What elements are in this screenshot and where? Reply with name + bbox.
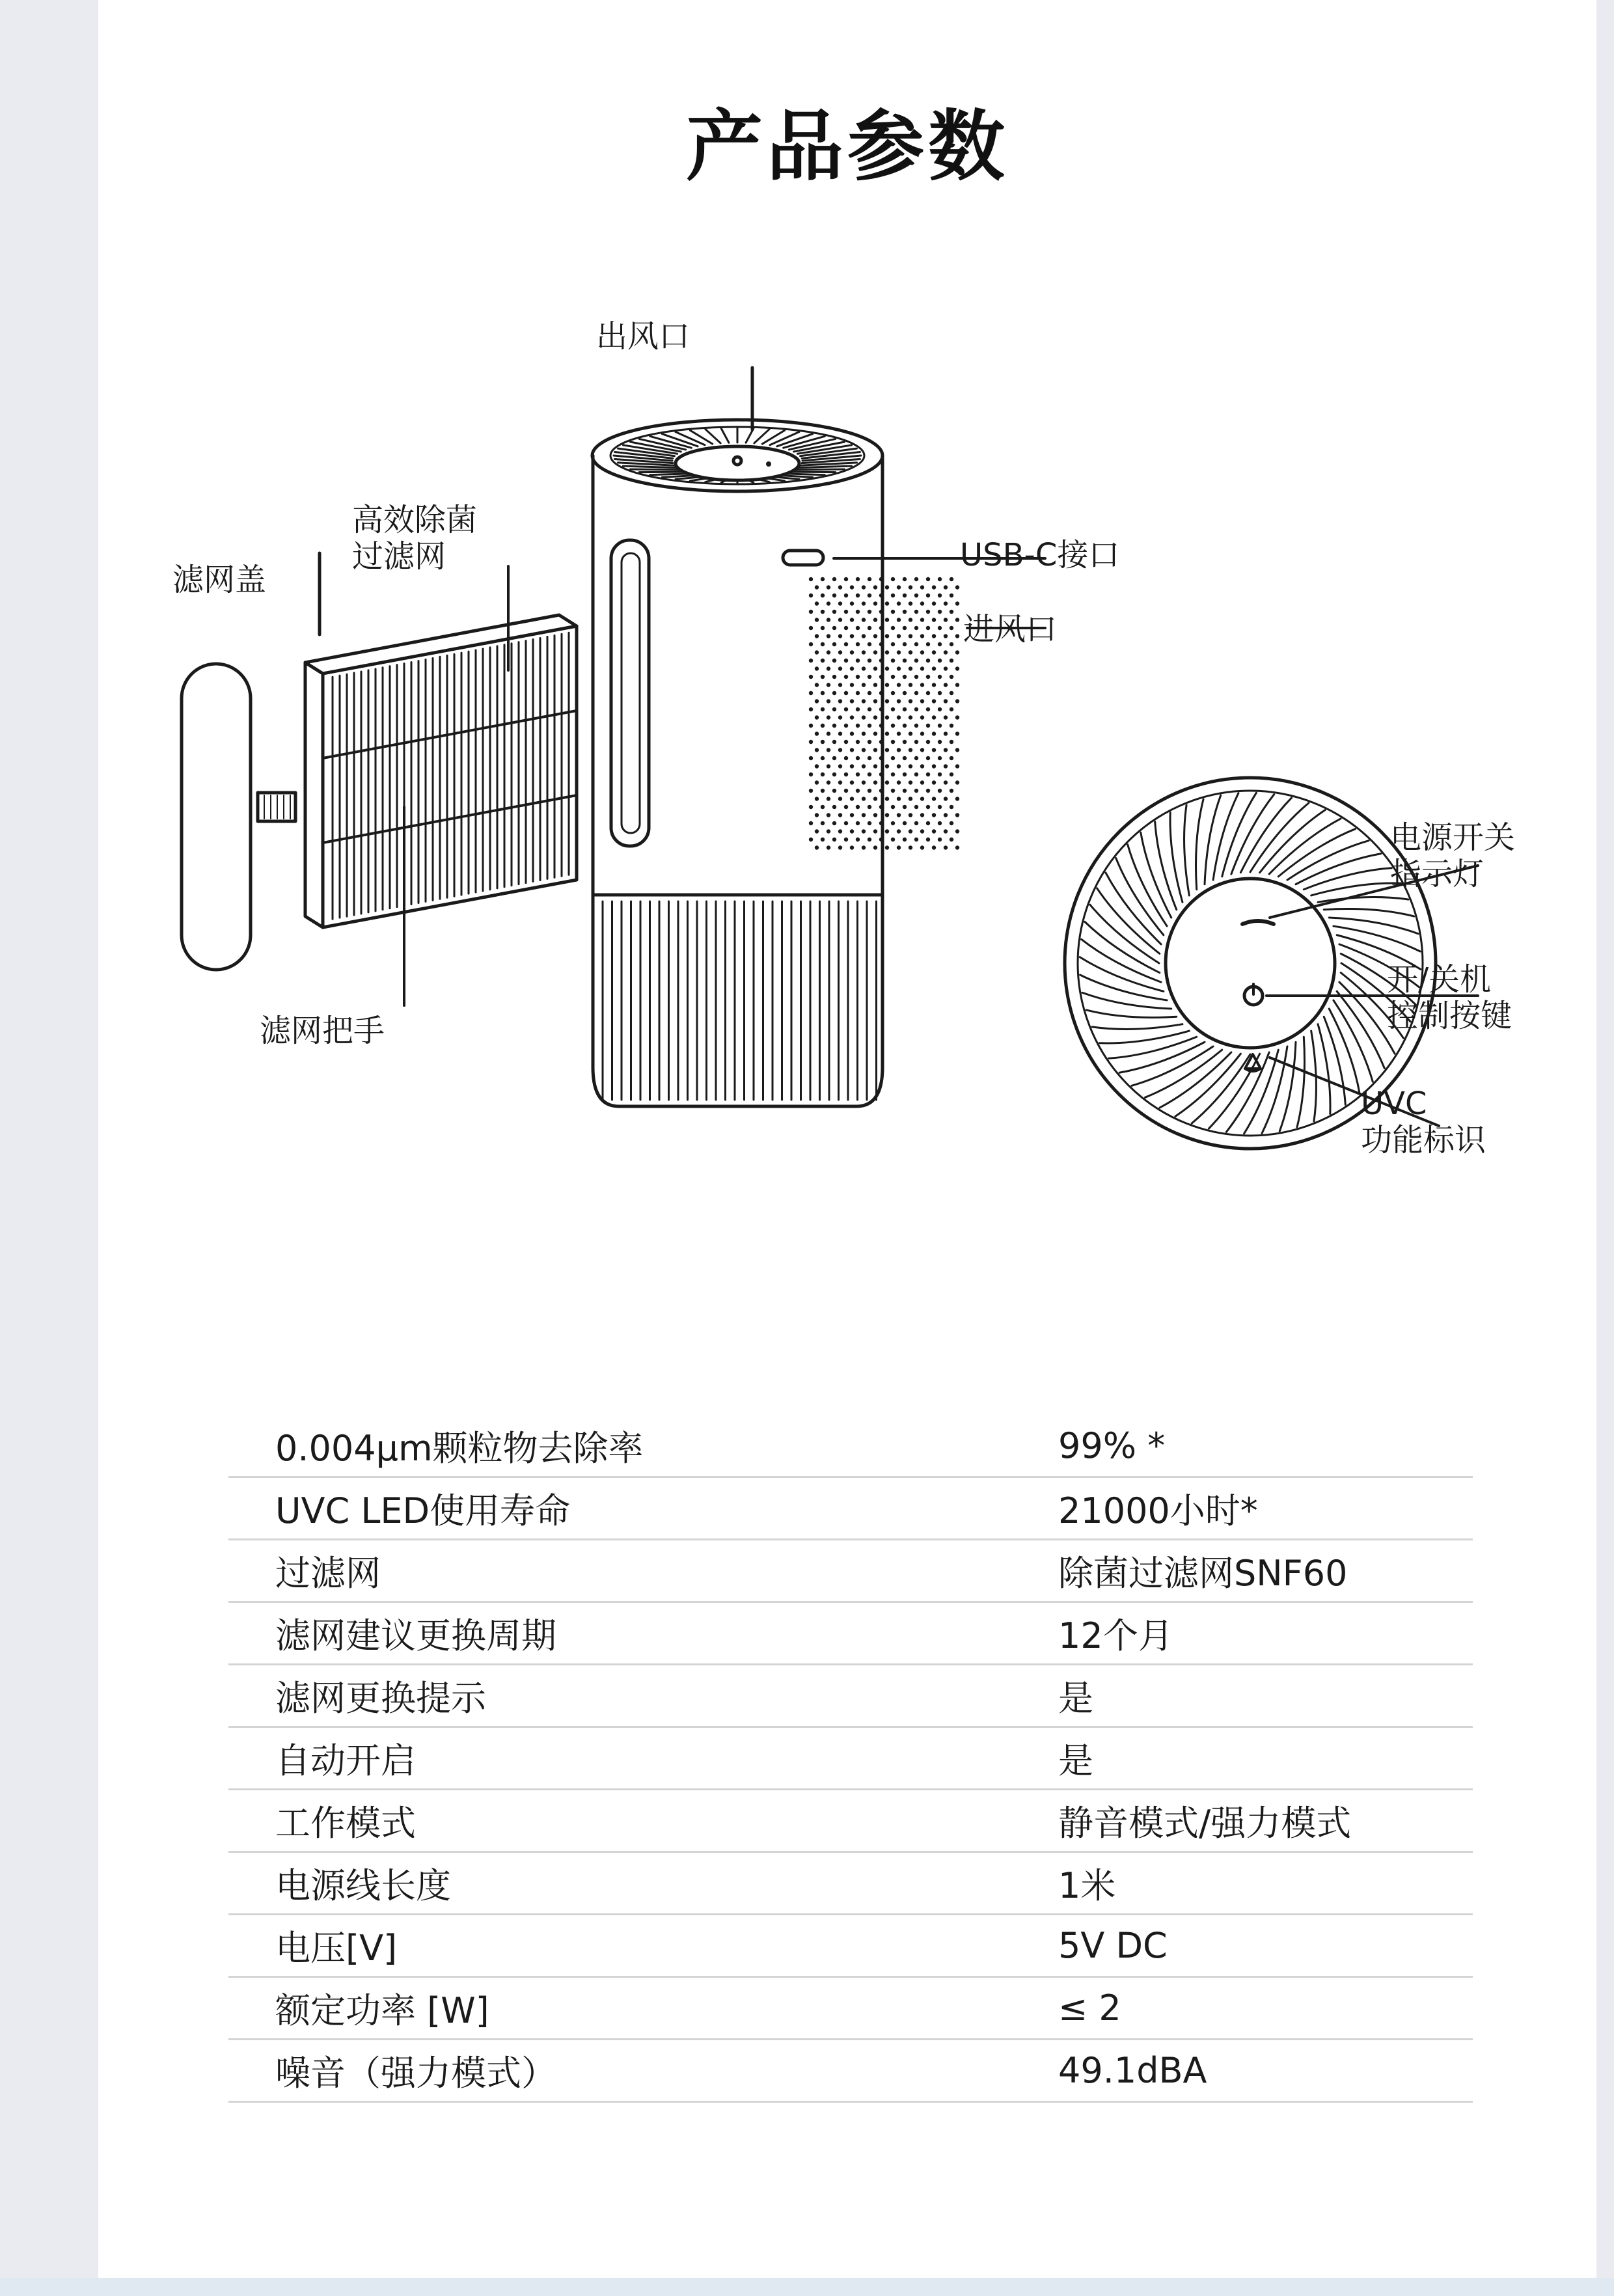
label-uvc-line2: 功能标识 (1361, 1122, 1486, 1158)
spec-label: 滤网建议更换周期 (228, 1602, 1058, 1665)
label-filter-handle: 滤网把手 (260, 1013, 385, 1049)
bottom-strip (0, 2278, 1614, 2296)
label-filter-cover: 滤网盖 (172, 562, 267, 598)
label-uvc-line1: UVC (1361, 1086, 1427, 1122)
spec-value: 是 (1058, 1665, 1473, 1727)
spec-value: 49.1dBA (1058, 2040, 1473, 2102)
spec-label: 工作模式 (228, 1790, 1058, 1852)
spec-row (228, 2040, 1473, 2102)
spec-table (228, 1415, 1473, 2103)
spec-label: UVC LED使用寿命 (228, 1477, 1058, 1540)
spec-value: 1米 (1058, 1852, 1473, 1915)
spec-value: 除菌过滤网SNF60 (1058, 1540, 1473, 1602)
page-title: 产品参数 (685, 102, 1009, 191)
spec-label: 电压[V] (228, 1915, 1058, 1977)
spec-label: 噪音（强力模式） (228, 2040, 1058, 2102)
spec-value: 21000小时* (1058, 1477, 1473, 1540)
label-power-button-line1: 开/关机 (1387, 961, 1492, 998)
spec-row (228, 1540, 1473, 1602)
spec-row (228, 1415, 1473, 1477)
label-outlet: 出风口 (596, 318, 691, 355)
label-power-indicator-line1: 电源开关 (1390, 819, 1516, 856)
spec-label: 额定功率 [W] (228, 1977, 1058, 2040)
label-power-button-line2: 控制按键 (1387, 998, 1512, 1034)
spec-value: 99% * (1058, 1415, 1473, 1477)
label-usb-c: USB-C接口 (960, 537, 1120, 573)
spec-value: 12个月 (1058, 1602, 1473, 1665)
label-inlet: 进风口 (963, 611, 1058, 648)
product-spec-page (98, 0, 1596, 2278)
filter-cover-shape (182, 664, 251, 970)
usb-c-port-shape (783, 551, 823, 565)
spec-value: 是 (1058, 1727, 1473, 1790)
label-power-indicator-line2: 指示灯 (1390, 856, 1484, 892)
spec-row (228, 1977, 1473, 2040)
label-hepa-line2: 过滤网 (352, 538, 446, 575)
spec-row (228, 1602, 1473, 1665)
spec-label: 0.004μm颗粒物去除率 (228, 1415, 1058, 1477)
spec-value: 静音模式/强力模式 (1058, 1790, 1473, 1852)
spec-row (228, 1477, 1473, 1540)
spec-row (228, 1727, 1473, 1790)
spec-label: 自动开启 (228, 1727, 1058, 1790)
spec-value: ≤ 2 (1058, 1977, 1473, 2040)
spec-label: 过滤网 (228, 1540, 1058, 1602)
spec-row (228, 1665, 1473, 1727)
spec-row (228, 1852, 1473, 1915)
spec-row (228, 1915, 1473, 1977)
spec-label: 滤网更换提示 (228, 1665, 1058, 1727)
label-hepa-line1: 高效除菌 (352, 502, 478, 538)
spec-label: 电源线长度 (228, 1852, 1058, 1915)
spec-value: 5V DC (1058, 1915, 1473, 1977)
spec-row (228, 1790, 1473, 1852)
